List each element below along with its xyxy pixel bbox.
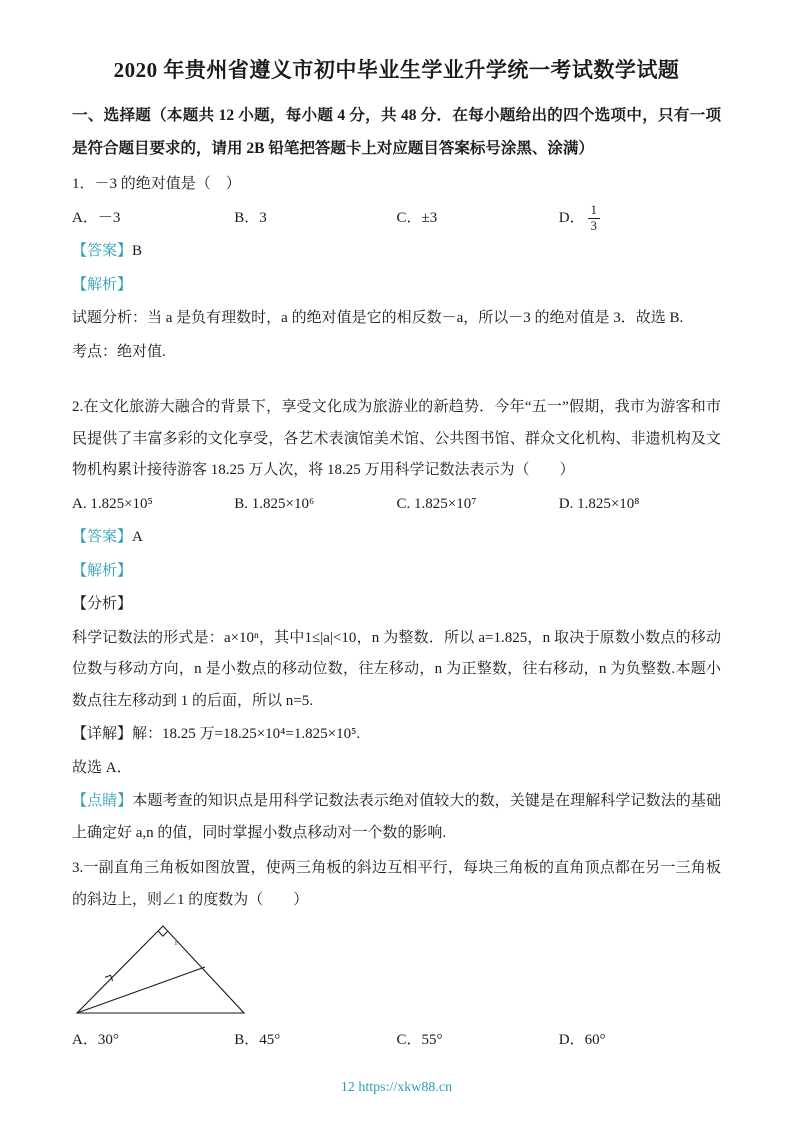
question-3 [72,853,721,1057]
page-number: 12 [340,1080,355,1095]
q2-option-d: D. 1.825×10⁸ [558,495,640,512]
fraction-one-third [588,203,600,233]
q1-option-d [559,203,721,235]
q3-option-d: D．60° [558,1032,606,1049]
q1-option-a: A．－3 [72,209,121,226]
q2-analysis: 科学记数法的形式是：a×10ⁿ，其中1≤|a|<10，n 为整数．所以 a=1.825，n 取决于原数小数点的移动位数与移动方向，n 是小数点的移动位数，往左移动，n 为正整数，往右移动，n 为负整数.本题小数点往左移动到 1 的后面，所以 n=5. [72,629,721,709]
q2-dianjing: 本题考查的知识点是用科学记数法表示绝对值较大的数，关键是在理解科学记数法的基础上确定好 a,n 的值，同时掌握小数点移动对一个数的影响. [72,793,721,841]
q1-answer-line [72,236,721,268]
q3-option-c: C．55° [396,1032,443,1049]
q2-detail: 解：18.25 万=18.25×10⁴=1.825×10⁵. [132,726,361,743]
q1-options [72,203,721,235]
q2-answer-line [72,522,721,554]
q2-conclusion: 故选 A． [72,759,132,776]
q2-stem: 2.在文化旅游大融合的背景下，享受文化成为旅游业的新趋势．今年“五一”假期，我市为游客和市民提供了丰富多彩的文化享受，各艺术表演馆美术馆、公共图书馆、群众文化机构、非遗机构及文物机构累计接待游客 18.25 万人次，将 18.25 万用科学记数法表示为（ ） [72,399,721,479]
answer-label: 【答案】 [72,529,133,546]
q3-options [72,1025,721,1057]
footer-link[interactable]: https://xkw88.cn [358,1080,453,1095]
q2-fenxi-line [72,589,721,621]
section-intro: 一、选择题（本题共 12 小题，每小题 4 分，共 48 分．在每小题给出的四个选项中，只有一项是符合题目要求的，请用 2B 铅笔把答题卡上对应题目答案标号涂黑、涂满） [72,107,721,157]
question-1 [72,169,721,368]
q1-answer-value: B [132,243,143,260]
q1-option-b: B．3 [234,209,267,226]
fraction-denominator: 3 [590,218,597,233]
q2-option-b: B. 1.825×10⁶ [234,495,315,512]
q2-detail-line [72,719,721,751]
q3-figure [74,920,721,1023]
q3-stem: 3.一副直角三角板如图放置，使两三角板的斜边互相平行，每块三角板的直角顶点都在另一三角板的斜边上，则∠1 的度数为（ ） [72,860,721,908]
fraction-numerator: 1 [588,203,600,218]
q1-option-c: C．±3 [396,209,438,226]
q2-dianjing-line [72,786,721,849]
q1-analysis: 试题分析：当 a 是负有理数时，a 的绝对值是它的相反数－a，所以－3 的绝对值是 3．故选 B. [72,310,684,327]
xiangjie-label: 【详解】 [72,726,133,743]
q1-explain-line [72,270,721,302]
q3-option-b: B．45° [234,1032,281,1049]
q2-options [72,489,721,521]
page-title: 2020 年贵州省遵义市初中毕业生学业升学统一考试数学试题 [113,58,680,82]
dianjing-label: 【点睛】 [72,793,133,810]
answer-label: 【答案】 [72,243,133,260]
fenxi-label: 【分析】 [72,596,133,613]
q2-option-c: C. 1.825×10⁷ [396,495,477,512]
q1-option-d-label: D． [558,209,585,226]
page-footer [0,1080,793,1096]
explain-label: 【解析】 [72,276,133,293]
q1-kaodian: 考点：绝对值. [72,343,166,360]
q1-stem: 1．－3 的绝对值是（ ） [72,176,241,193]
q2-answer-value: A [132,529,143,546]
question-2 [72,392,721,849]
angle-1-label: 1 [173,936,179,949]
q2-explain-line [72,556,721,588]
q2-option-a: A. 1.825×10⁵ [72,495,153,512]
q3-option-a: A．30° [72,1032,119,1049]
explain-label: 【解析】 [72,562,133,579]
triangle-boards-figure [74,920,250,1018]
